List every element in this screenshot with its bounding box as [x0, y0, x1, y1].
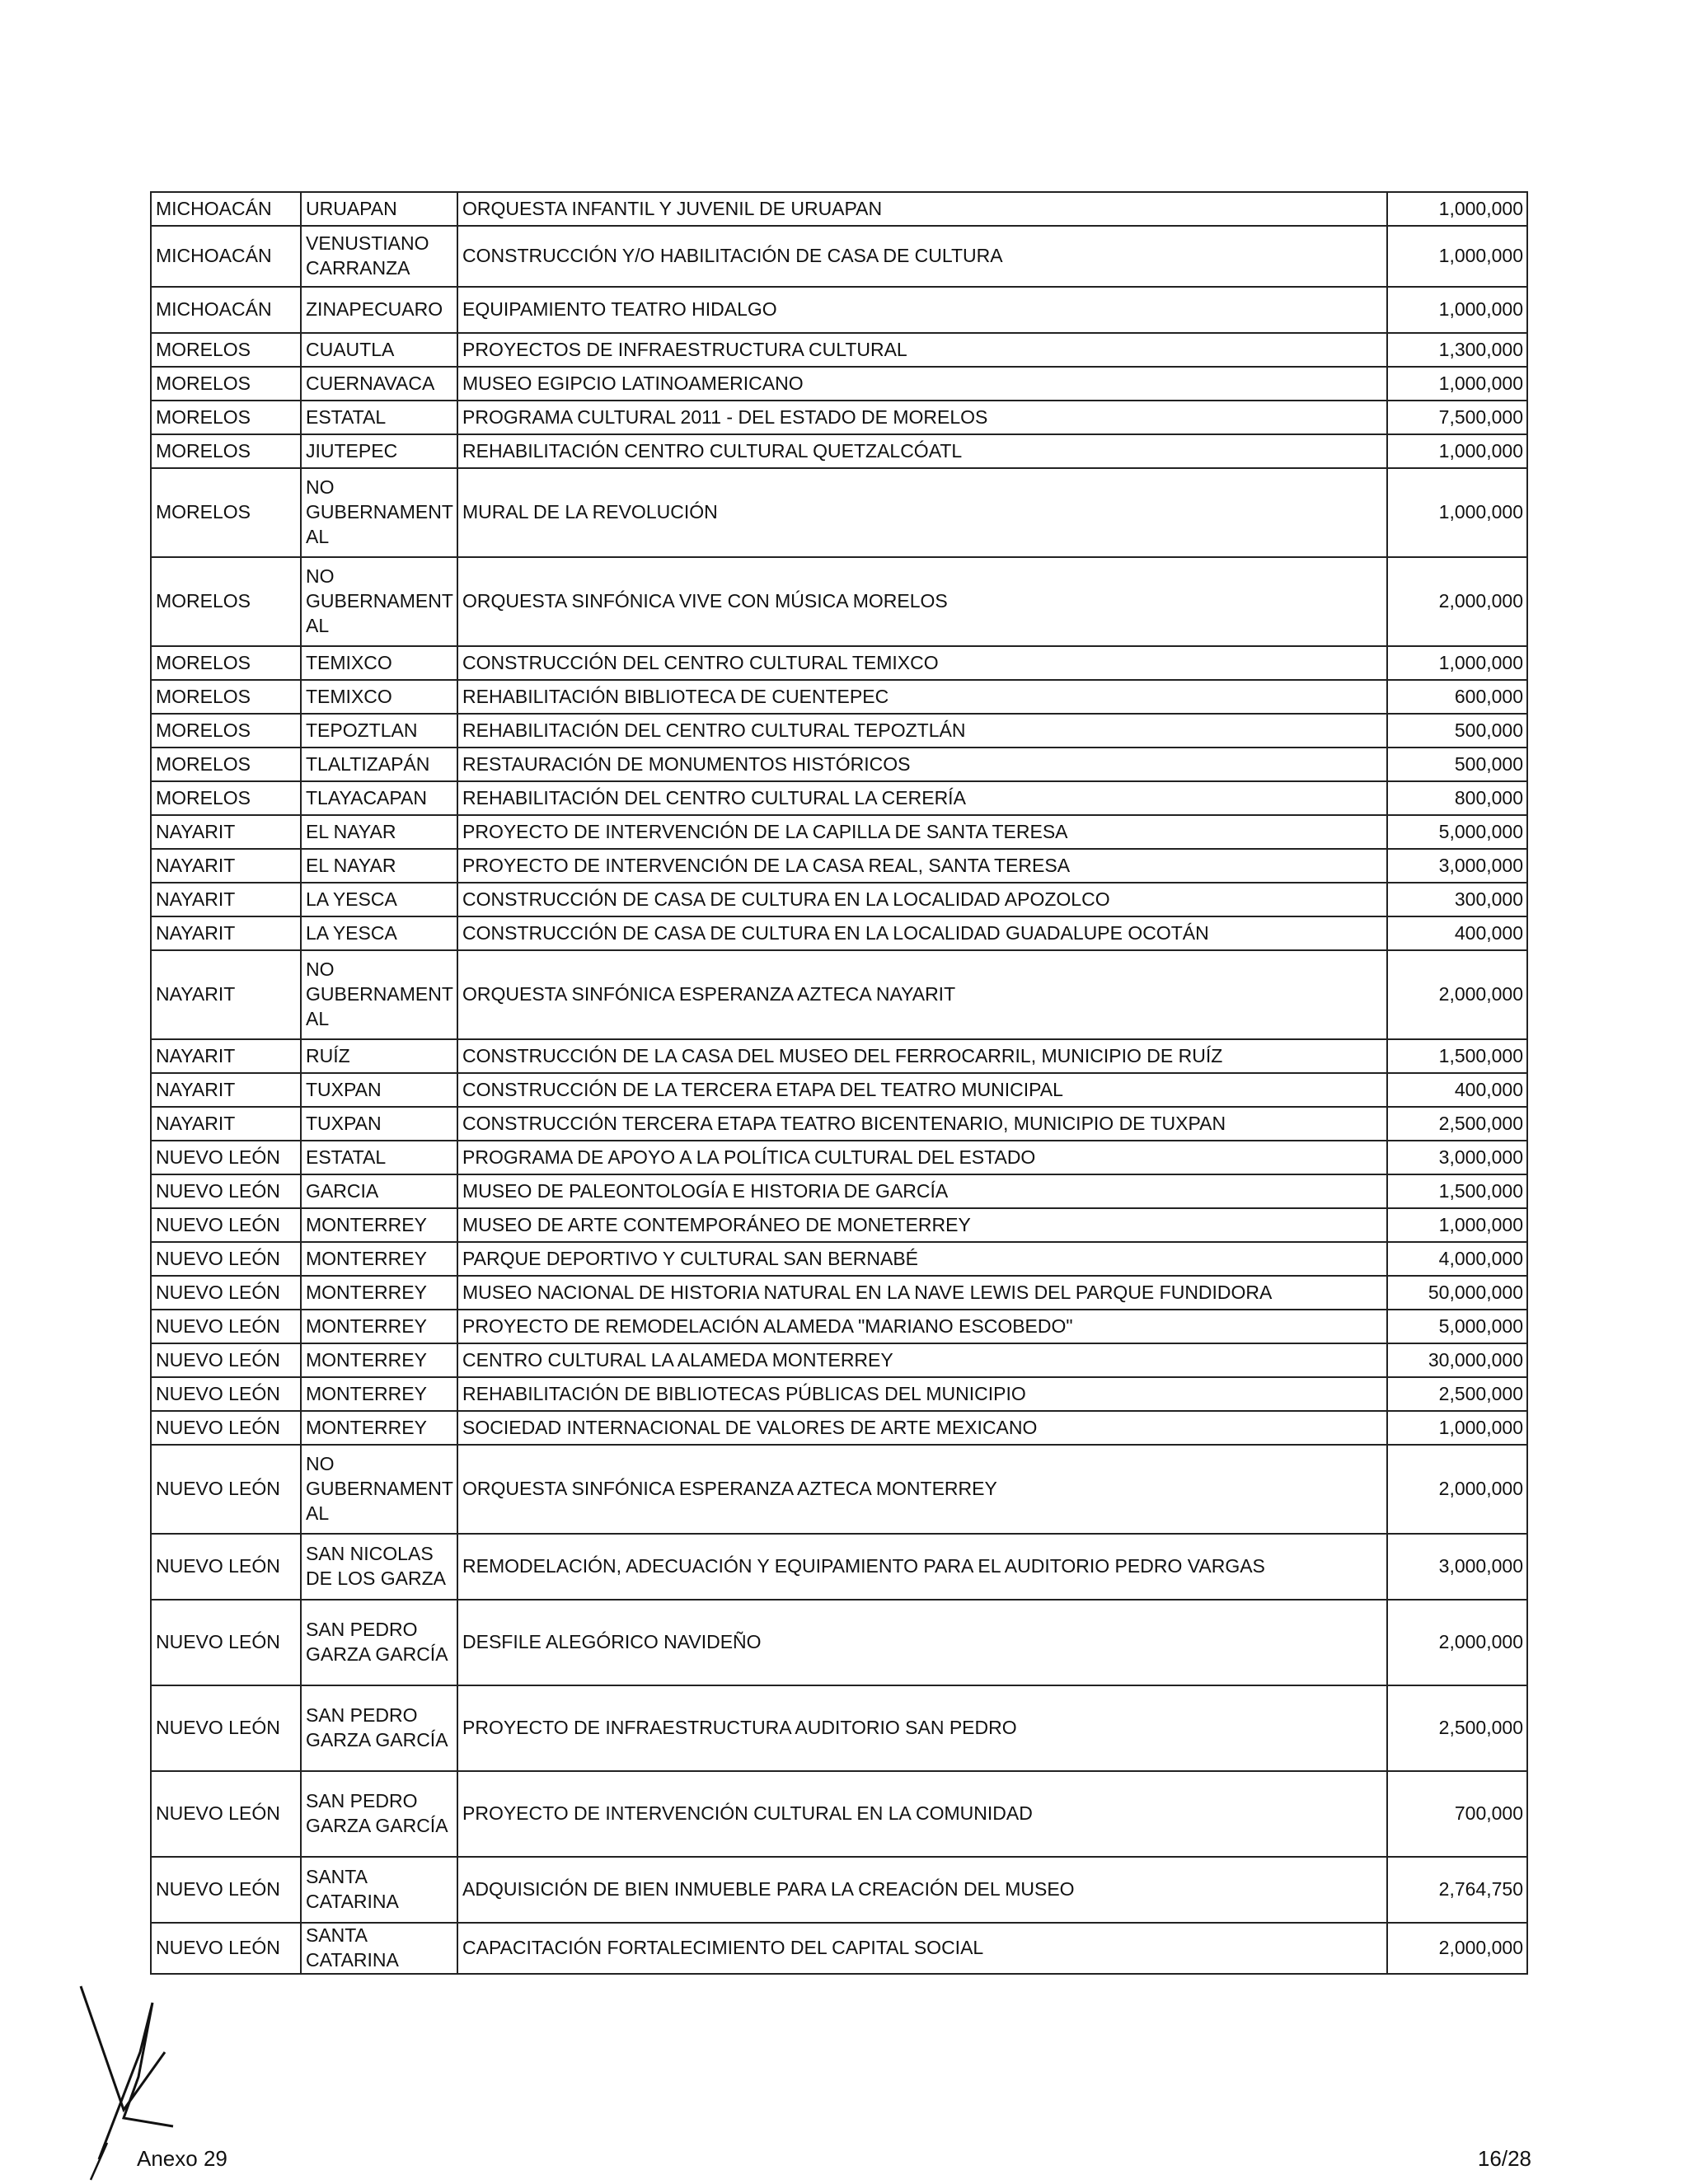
municipality-cell: NO GUBERNAMENT AL — [301, 557, 457, 646]
amount-cell: 1,000,000 — [1387, 1208, 1527, 1242]
amount-cell: 1,000,000 — [1387, 434, 1527, 468]
project-cell: PROGRAMA DE APOYO A LA POLÍTICA CULTURAL DEL ESTADO — [457, 1141, 1387, 1174]
project-cell: MUSEO DE ARTE CONTEMPORÁNEO DE MONETERREY — [457, 1208, 1387, 1242]
project-cell: CONSTRUCCIÓN DE CASA DE CULTURA EN LA LOCALIDAD GUADALUPE OCOTÁN — [457, 916, 1387, 950]
state-cell: MORELOS — [151, 646, 301, 680]
amount-cell: 5,000,000 — [1387, 1310, 1527, 1343]
project-cell: CONSTRUCCIÓN Y/O HABILITACIÓN DE CASA DE CULTURA — [457, 226, 1387, 287]
municipality-cell: URUAPAN — [301, 192, 457, 226]
amount-cell: 3,000,000 — [1387, 1141, 1527, 1174]
state-cell: NUEVO LEÓN — [151, 1377, 301, 1411]
municipality-cell: NO GUBERNAMENT AL — [301, 468, 457, 557]
table-row — [151, 192, 1527, 226]
amount-cell: 1,000,000 — [1387, 1411, 1527, 1445]
municipality-cell: TLAYACAPAN — [301, 781, 457, 815]
amount-cell: 50,000,000 — [1387, 1276, 1527, 1310]
amount-cell: 1,000,000 — [1387, 287, 1527, 333]
project-cell: ORQUESTA SINFÓNICA VIVE CON MÚSICA MORELOS — [457, 557, 1387, 646]
project-cell: MURAL DE LA REVOLUCIÓN — [457, 468, 1387, 557]
project-cell: SOCIEDAD INTERNACIONAL DE VALORES DE ARTE MEXICANO — [457, 1411, 1387, 1445]
table-row — [151, 815, 1527, 849]
municipality-cell: RUÍZ — [301, 1039, 457, 1073]
amount-cell: 1,500,000 — [1387, 1174, 1527, 1208]
project-cell: PROYECTOS DE INFRAESTRUCTURA CULTURAL — [457, 333, 1387, 367]
state-cell: NUEVO LEÓN — [151, 1141, 301, 1174]
municipality-cell: EL NAYAR — [301, 849, 457, 883]
table-row — [151, 1923, 1527, 1974]
amount-cell: 700,000 — [1387, 1771, 1527, 1857]
amount-cell: 5,000,000 — [1387, 815, 1527, 849]
table-row — [151, 883, 1527, 916]
project-cell: CENTRO CULTURAL LA ALAMEDA MONTERREY — [457, 1343, 1387, 1377]
table-row — [151, 1276, 1527, 1310]
municipality-cell: SAN PEDRO GARZA GARCÍA — [301, 1600, 457, 1685]
project-cell: CAPACITACIÓN FORTALECIMIENTO DEL CAPITAL SOCIAL — [457, 1923, 1387, 1974]
table-row — [151, 1174, 1527, 1208]
table-row — [151, 1141, 1527, 1174]
amount-cell: 300,000 — [1387, 883, 1527, 916]
project-cell: ORQUESTA INFANTIL Y JUVENIL DE URUAPAN — [457, 192, 1387, 226]
amount-cell: 2,500,000 — [1387, 1685, 1527, 1771]
table-row — [151, 401, 1527, 434]
state-cell: NUEVO LEÓN — [151, 1310, 301, 1343]
amount-cell: 400,000 — [1387, 916, 1527, 950]
state-cell: NAYARIT — [151, 1073, 301, 1107]
municipality-cell: MONTERREY — [301, 1242, 457, 1276]
municipality-cell: JIUTEPEC — [301, 434, 457, 468]
table-row — [151, 1208, 1527, 1242]
municipality-cell: MONTERREY — [301, 1343, 457, 1377]
municipality-cell: SAN PEDRO GARZA GARCÍA — [301, 1685, 457, 1771]
amount-cell: 500,000 — [1387, 748, 1527, 781]
table-row — [151, 748, 1527, 781]
state-cell: NUEVO LEÓN — [151, 1276, 301, 1310]
amount-cell: 2,000,000 — [1387, 1600, 1527, 1685]
municipality-cell: TEMIXCO — [301, 646, 457, 680]
table-row — [151, 557, 1527, 646]
amount-cell: 600,000 — [1387, 680, 1527, 714]
project-cell: REHABILITACIÓN CENTRO CULTURAL QUETZALCÓATL — [457, 434, 1387, 468]
project-cell: MUSEO NACIONAL DE HISTORIA NATURAL EN LA NAVE LEWIS DEL PARQUE FUNDIDORA — [457, 1276, 1387, 1310]
state-cell: NUEVO LEÓN — [151, 1600, 301, 1685]
project-cell: REMODELACIÓN, ADECUACIÓN Y EQUIPAMIENTO PARA EL AUDITORIO PEDRO VARGAS — [457, 1534, 1387, 1600]
amount-cell: 500,000 — [1387, 714, 1527, 748]
state-cell: MORELOS — [151, 468, 301, 557]
table-row — [151, 849, 1527, 883]
municipality-cell: NO GUBERNAMENT AL — [301, 1445, 457, 1534]
state-cell: NUEVO LEÓN — [151, 1411, 301, 1445]
municipality-cell: SANTA CATARINA — [301, 1857, 457, 1923]
state-cell: NUEVO LEÓN — [151, 1771, 301, 1857]
amount-cell: 2,000,000 — [1387, 1923, 1527, 1974]
state-cell: NUEVO LEÓN — [151, 1242, 301, 1276]
municipality-cell: CUAUTLA — [301, 333, 457, 367]
table-row — [151, 916, 1527, 950]
project-cell: CONSTRUCCIÓN DE LA TERCERA ETAPA DEL TEATRO MUNICIPAL — [457, 1073, 1387, 1107]
municipality-cell: TEMIXCO — [301, 680, 457, 714]
state-cell: NUEVO LEÓN — [151, 1343, 301, 1377]
project-cell: CONSTRUCCIÓN DE CASA DE CULTURA EN LA LOCALIDAD APOZOLCO — [457, 883, 1387, 916]
municipality-cell: SAN PEDRO GARZA GARCÍA — [301, 1771, 457, 1857]
state-cell: NUEVO LEÓN — [151, 1923, 301, 1974]
amount-cell: 2,500,000 — [1387, 1377, 1527, 1411]
table-row — [151, 1771, 1527, 1857]
project-cell: PROYECTO DE INTERVENCIÓN DE LA CAPILLA DE SANTA TERESA — [457, 815, 1387, 849]
municipality-cell: SANTA CATARINA — [301, 1923, 457, 1974]
project-cell: REHABILITACIÓN DE BIBLIOTECAS PÚBLICAS DEL MUNICIPIO — [457, 1377, 1387, 1411]
amount-cell: 1,000,000 — [1387, 367, 1527, 401]
project-cell: ORQUESTA SINFÓNICA ESPERANZA AZTECA NAYARIT — [457, 950, 1387, 1039]
project-cell: PROYECTO DE REMODELACIÓN ALAMEDA "MARIANO ESCOBEDO" — [457, 1310, 1387, 1343]
municipality-cell: MONTERREY — [301, 1208, 457, 1242]
municipality-cell: LA YESCA — [301, 883, 457, 916]
footer-page-number: 16/28 — [1477, 2146, 1531, 2171]
project-cell: CONSTRUCCIÓN DEL CENTRO CULTURAL TEMIXCO — [457, 646, 1387, 680]
amount-cell: 7,500,000 — [1387, 401, 1527, 434]
project-cell: DESFILE ALEGÓRICO NAVIDEÑO — [457, 1600, 1387, 1685]
municipality-cell: SAN NICOLAS DE LOS GARZA — [301, 1534, 457, 1600]
state-cell: MORELOS — [151, 781, 301, 815]
table-row — [151, 1107, 1527, 1141]
amount-cell: 2,500,000 — [1387, 1107, 1527, 1141]
state-cell: NUEVO LEÓN — [151, 1174, 301, 1208]
table-row — [151, 714, 1527, 748]
state-cell: MORELOS — [151, 748, 301, 781]
state-cell: NUEVO LEÓN — [151, 1208, 301, 1242]
project-cell: PROYECTO DE INTERVENCIÓN DE LA CASA REAL, SANTA TERESA — [457, 849, 1387, 883]
project-cell: ADQUISICIÓN DE BIEN INMUEBLE PARA LA CREACIÓN DEL MUSEO — [457, 1857, 1387, 1923]
state-cell: MORELOS — [151, 714, 301, 748]
state-cell: MICHOACÁN — [151, 287, 301, 333]
table-row — [151, 781, 1527, 815]
amount-cell: 1,000,000 — [1387, 468, 1527, 557]
municipality-cell: VENUSTIANO CARRANZA — [301, 226, 457, 287]
table-row — [151, 1534, 1527, 1600]
project-cell: REHABILITACIÓN DEL CENTRO CULTURAL LA CERERÍA — [457, 781, 1387, 815]
state-cell: NAYARIT — [151, 883, 301, 916]
table-row — [151, 367, 1527, 401]
state-cell: NUEVO LEÓN — [151, 1534, 301, 1600]
state-cell: MORELOS — [151, 680, 301, 714]
state-cell: MORELOS — [151, 333, 301, 367]
state-cell: NAYARIT — [151, 916, 301, 950]
project-cell: PROGRAMA CULTURAL 2011 - DEL ESTADO DE MORELOS — [457, 401, 1387, 434]
table-row — [151, 468, 1527, 557]
municipality-cell: ESTATAL — [301, 401, 457, 434]
amount-cell: 4,000,000 — [1387, 1242, 1527, 1276]
footer-annex-label: Anexo 29 — [137, 2146, 227, 2171]
table-row — [151, 1600, 1527, 1685]
state-cell: NUEVO LEÓN — [151, 1685, 301, 1771]
table-row — [151, 680, 1527, 714]
project-cell: CONSTRUCCIÓN TERCERA ETAPA TEATRO BICENTENARIO, MUNICIPIO DE TUXPAN — [457, 1107, 1387, 1141]
amount-cell: 2,000,000 — [1387, 557, 1527, 646]
project-cell: MUSEO EGIPCIO LATINOAMERICANO — [457, 367, 1387, 401]
amount-cell: 3,000,000 — [1387, 849, 1527, 883]
table-row — [151, 1411, 1527, 1445]
municipality-cell: MONTERREY — [301, 1411, 457, 1445]
state-cell: MORELOS — [151, 434, 301, 468]
state-cell: NUEVO LEÓN — [151, 1445, 301, 1534]
table-row — [151, 1310, 1527, 1343]
project-cell: MUSEO DE PALEONTOLOGÍA E HISTORIA DE GARCÍA — [457, 1174, 1387, 1208]
state-cell: NUEVO LEÓN — [151, 1857, 301, 1923]
project-cell: EQUIPAMIENTO TEATRO HIDALGO — [457, 287, 1387, 333]
table-row — [151, 1445, 1527, 1534]
municipality-cell: LA YESCA — [301, 916, 457, 950]
project-cell: PROYECTO DE INTERVENCIÓN CULTURAL EN LA COMUNIDAD — [457, 1771, 1387, 1857]
municipality-cell: MONTERREY — [301, 1310, 457, 1343]
state-cell: NAYARIT — [151, 950, 301, 1039]
amount-cell: 1,000,000 — [1387, 646, 1527, 680]
municipality-cell: ZINAPECUARO — [301, 287, 457, 333]
table-row — [151, 434, 1527, 468]
municipality-cell: GARCIA — [301, 1174, 457, 1208]
amount-cell: 30,000,000 — [1387, 1343, 1527, 1377]
state-cell: NAYARIT — [151, 849, 301, 883]
municipality-cell: NO GUBERNAMENT AL — [301, 950, 457, 1039]
table-row — [151, 1857, 1527, 1923]
table-row — [151, 1073, 1527, 1107]
table-row — [151, 1377, 1527, 1411]
table-row — [151, 950, 1527, 1039]
state-cell: MICHOACÁN — [151, 226, 301, 287]
project-cell: RESTAURACIÓN DE MONUMENTOS HISTÓRICOS — [457, 748, 1387, 781]
amount-cell: 3,000,000 — [1387, 1534, 1527, 1600]
amount-cell: 1,000,000 — [1387, 226, 1527, 287]
table-row — [151, 333, 1527, 367]
project-cell: REHABILITACIÓN BIBLIOTECA DE CUENTEPEC — [457, 680, 1387, 714]
state-cell: MICHOACÁN — [151, 192, 301, 226]
table-row — [151, 1343, 1527, 1377]
state-cell: NAYARIT — [151, 1039, 301, 1073]
municipality-cell: ESTATAL — [301, 1141, 457, 1174]
amount-cell: 2,764,750 — [1387, 1857, 1527, 1923]
municipality-cell: TLALTIZAPÁN — [301, 748, 457, 781]
state-cell: MORELOS — [151, 401, 301, 434]
project-cell: PROYECTO DE INFRAESTRUCTURA AUDITORIO SAN PEDRO — [457, 1685, 1387, 1771]
table-row — [151, 646, 1527, 680]
amount-cell: 800,000 — [1387, 781, 1527, 815]
project-cell: ORQUESTA SINFÓNICA ESPERANZA AZTECA MONTERREY — [457, 1445, 1387, 1534]
table-row — [151, 1685, 1527, 1771]
budget-table — [150, 191, 1528, 1975]
amount-cell: 1,000,000 — [1387, 192, 1527, 226]
municipality-cell: MONTERREY — [301, 1276, 457, 1310]
state-cell: MORELOS — [151, 367, 301, 401]
table-row — [151, 1242, 1527, 1276]
amount-cell: 1,500,000 — [1387, 1039, 1527, 1073]
project-cell: CONSTRUCCIÓN DE LA CASA DEL MUSEO DEL FERROCARRIL, MUNICIPIO DE RUÍZ — [457, 1039, 1387, 1073]
municipality-cell: CUERNAVACA — [301, 367, 457, 401]
state-cell: NAYARIT — [151, 815, 301, 849]
table-row — [151, 226, 1527, 287]
municipality-cell: TUXPAN — [301, 1073, 457, 1107]
state-cell: NAYARIT — [151, 1107, 301, 1141]
state-cell: MORELOS — [151, 557, 301, 646]
municipality-cell: MONTERREY — [301, 1377, 457, 1411]
table-row — [151, 287, 1527, 333]
amount-cell: 2,000,000 — [1387, 1445, 1527, 1534]
amount-cell: 400,000 — [1387, 1073, 1527, 1107]
project-cell: REHABILITACIÓN DEL CENTRO CULTURAL TEPOZTLÁN — [457, 714, 1387, 748]
municipality-cell: EL NAYAR — [301, 815, 457, 849]
municipality-cell: TUXPAN — [301, 1107, 457, 1141]
project-cell: PARQUE DEPORTIVO Y CULTURAL SAN BERNABÉ — [457, 1242, 1387, 1276]
amount-cell: 1,300,000 — [1387, 333, 1527, 367]
table-row — [151, 1039, 1527, 1073]
amount-cell: 2,000,000 — [1387, 950, 1527, 1039]
municipality-cell: TEPOZTLAN — [301, 714, 457, 748]
